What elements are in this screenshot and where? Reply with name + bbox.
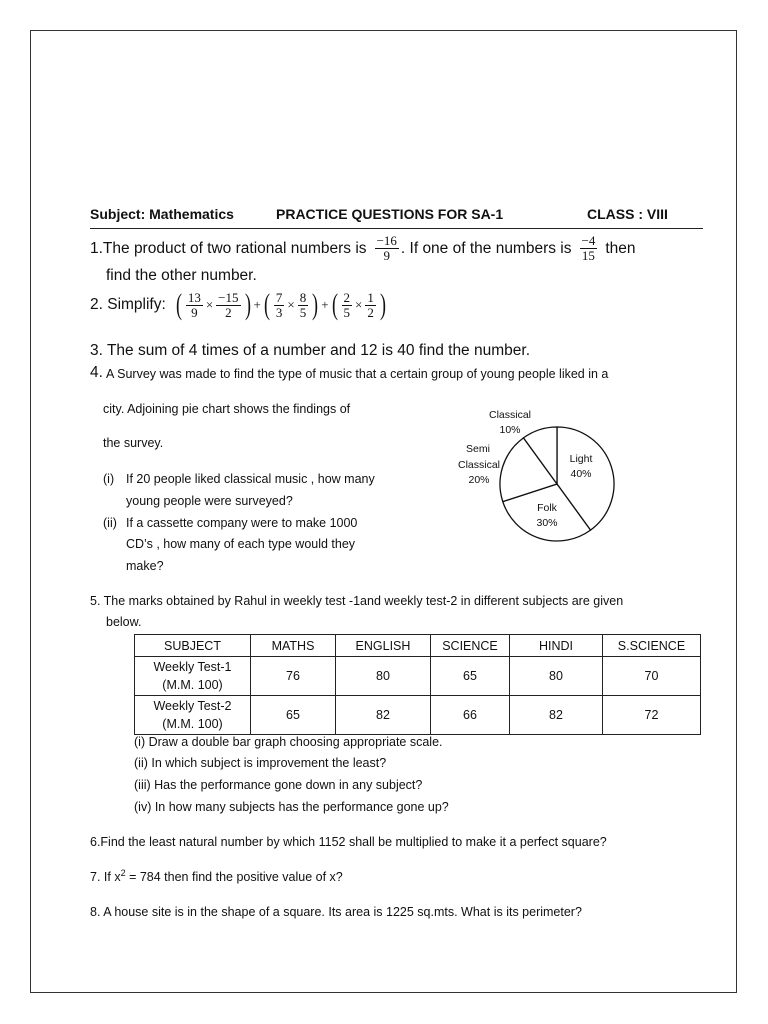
q4-sub-ii-line-3: make? — [126, 559, 164, 573]
row-label-cell — [135, 657, 251, 696]
table-row — [135, 696, 701, 735]
open-paren: ( — [331, 288, 338, 321]
label-classical-name: Classical — [488, 409, 532, 421]
times-sign: × — [287, 297, 295, 312]
q2-fraction — [298, 291, 309, 320]
open-paren: ( — [263, 288, 270, 321]
q2-fraction — [274, 291, 285, 320]
q7-text-post: = 784 then find the positive value of x? — [125, 870, 343, 885]
q1-line-2: find the other number. — [106, 267, 257, 284]
label-folk-name: Folk — [537, 502, 557, 514]
fraction-numerator: −15 — [218, 289, 239, 305]
plus-sign: + — [321, 297, 329, 312]
label-semi-pct: 20% — [468, 474, 490, 486]
row-label-cell — [135, 696, 251, 735]
fraction-numerator: 8 — [299, 289, 307, 305]
table-header-cell: ENGLISH — [336, 635, 431, 657]
table-cell: 80 — [510, 657, 603, 696]
table-header-cell: S.SCIENCE — [603, 635, 701, 657]
page-title: PRACTICE QUESTIONS FOR SA-1 — [276, 206, 504, 222]
row-label-line-2: (M.M. 100) — [162, 717, 223, 731]
music-pie-chart — [440, 400, 620, 550]
q5-line-2: below. — [106, 615, 142, 629]
class-label: CLASS : VIII — [587, 206, 668, 222]
table-header-cell: HINDI — [510, 635, 603, 657]
q4-sub-i-line-1: If 20 people liked classical music , how many — [126, 472, 375, 486]
fraction-denominator: 5 — [343, 304, 351, 320]
table-cell: 82 — [336, 696, 431, 735]
fraction-denominator: 15 — [581, 248, 595, 263]
q2-fraction — [186, 291, 203, 320]
q1-fraction-1 — [375, 234, 399, 263]
q4-sub-i-line-2: young people were surveyed? — [126, 494, 293, 508]
header-rule — [90, 228, 703, 229]
fraction-numerator: 2 — [343, 289, 351, 305]
table-header-cell: MATHS — [251, 635, 336, 657]
label-folk-pct: 30% — [536, 517, 558, 529]
times-sign: × — [205, 297, 214, 312]
fraction-numerator: 7 — [275, 289, 283, 305]
fraction-numerator: 1 — [367, 289, 374, 305]
marks-table — [134, 634, 701, 735]
q5-sub-2: (ii) In which subject is improvement the least? — [134, 756, 387, 770]
question-6: 6.Find the least natural number by which 1152 shall be multiplied to make it a perfect square? — [90, 835, 607, 849]
q1-fraction-2 — [580, 234, 598, 263]
table-cell: 70 — [603, 657, 701, 696]
question-1 — [90, 234, 636, 263]
q5-sub-1: (i) Draw a double bar graph choosing appropriate scale. — [134, 735, 443, 749]
table-cell: 66 — [431, 696, 510, 735]
close-paren: ) — [379, 288, 386, 321]
q5-sub-4: (iv) In how many subjects has the performance gone up? — [134, 800, 449, 814]
q1-text-c: then — [605, 239, 636, 257]
fraction-denominator: 2 — [225, 304, 232, 320]
q4-number: 4. — [90, 364, 103, 381]
fraction-denominator: 9 — [191, 304, 198, 320]
q4-sub-ii-label: (ii) — [103, 516, 117, 530]
fraction-denominator: 9 — [383, 248, 390, 263]
close-paren: ) — [244, 288, 251, 321]
q7-exponent: 2 — [120, 868, 126, 878]
table-cell: 76 — [251, 657, 336, 696]
q5-line-1: 5. The marks obtained by Rahul in weekly test -1and weekly test-2 in different subjects are given — [90, 594, 624, 608]
label-semi-name-2: Classical — [457, 459, 501, 471]
fraction-numerator: 13 — [187, 289, 201, 305]
fraction-numerator: −16 — [376, 233, 397, 248]
table-row — [135, 657, 701, 696]
q4-line-2: city. Adjoining pie chart shows the findings of — [103, 402, 351, 416]
row-label-line-1: Weekly Test-2 — [153, 699, 232, 713]
fraction-numerator: −4 — [581, 233, 596, 248]
question-7 — [90, 868, 343, 884]
label-classical-pct: 10% — [499, 424, 521, 436]
question-3: 3. The sum of 4 times of a number and 12 is 40 find the number. — [90, 342, 530, 359]
q4-sub-i-label: (i) — [103, 472, 115, 486]
table-cell: 65 — [431, 657, 510, 696]
q4-line-3: the survey. — [103, 436, 164, 450]
question-8: 8. A house site is in the shape of a square. Its area is 1225 sq.mts. What is its perimeter? — [90, 905, 582, 919]
row-label-line-2: (M.M. 100) — [162, 678, 223, 692]
open-paren: ( — [175, 288, 182, 321]
table-cell: 72 — [603, 696, 701, 735]
row-label-line-1: Weekly Test-1 — [153, 660, 232, 674]
question-2 — [90, 290, 388, 320]
q1-text-a: 1.The product of two rational numbers is — [90, 239, 367, 257]
q2-label: 2. Simplify: — [90, 296, 166, 313]
q7-text-pre: 7. If x — [90, 870, 121, 885]
q4-line-1: A Survey was made to find the type of music that a certain group of young people liked in a — [106, 367, 609, 381]
table-cell: 65 — [251, 696, 336, 735]
q2-fraction — [216, 291, 240, 320]
label-light-name: Light — [569, 453, 593, 465]
fraction-denominator: 2 — [367, 304, 374, 320]
q2-fraction — [342, 291, 353, 320]
q5-sub-3: (iii) Has the performance gone down in any subject? — [134, 778, 423, 792]
plus-sign: + — [253, 297, 261, 312]
table-header-row — [135, 635, 701, 657]
fraction-denominator: 5 — [299, 304, 307, 320]
label-light-pct: 40% — [570, 468, 592, 480]
times-sign: × — [355, 297, 363, 312]
q4-sub-ii-line-2: CD’s , how many of each type would they — [126, 537, 356, 551]
label-semi-name-1: Semi — [466, 443, 490, 455]
q2-fraction — [365, 291, 376, 320]
table-cell: 82 — [510, 696, 603, 735]
table-cell: 80 — [336, 657, 431, 696]
table-header-cell: SUBJECT — [135, 635, 251, 657]
close-paren: ) — [312, 288, 319, 321]
fraction-denominator: 3 — [275, 304, 283, 320]
subject-label: Subject: Mathematics — [90, 206, 234, 222]
table-header-cell: SCIENCE — [431, 635, 510, 657]
q4-sub-ii-line-1: If a cassette company were to make 1000 — [126, 516, 358, 530]
q1-text-b: . If one of the numbers is — [400, 239, 572, 257]
